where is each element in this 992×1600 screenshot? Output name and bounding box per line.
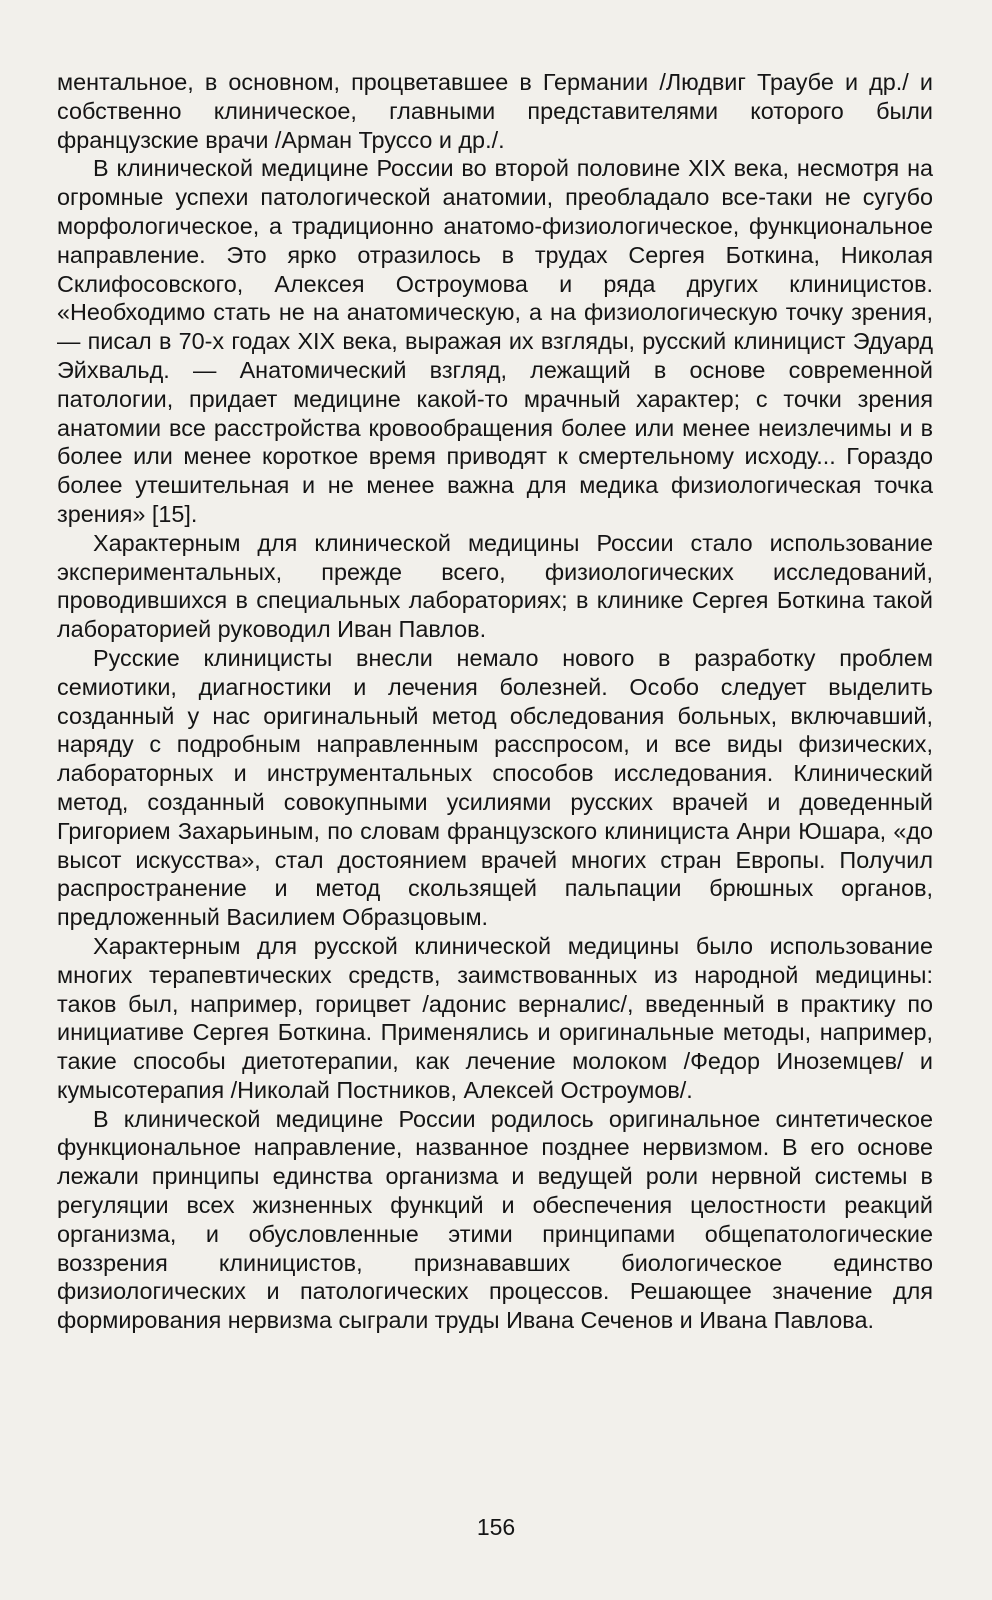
paragraph-continued: ментальное, в основном, процветавшее в Германии /Людвиг Траубе и др./ и собственно клиническое, главными представителями которого были французские врачи /Арман Труссо и др./. (57, 69, 933, 153)
paragraph: Русские клиницисты внесли немало нового в разработку проблем семиотики, диагностики и лечения болезней. Особо следует выделить созданный у нас оригинальный метод обследования больных, включавший, наряду с подробным направленным расспросом, и все виды физических, лабораторных и инструментальных способов исследования. Клинический метод, созданный совокупными усилиями русских врачей и доведенный Григорием Захарьиным, по словам французского клинициста Анри Юшара, «до высот искусства», стал достоянием врачей многих стран Европы. Получил распространение и метод скользящей пальпации брюшных органов, предложенный Василием Образцовым. (57, 644, 933, 931)
paragraph: Характерным для русской клинической медицины было использование многих терапевтических средств, заимствованных из народной медицины: таков был, например, горицвет /адонис верналис/, введенный в практику по инициативе Сергея Боткина. Применялись и оригинальные методы, например, такие способы диетотерапии, как лечение молоком /Федор Иноземцев/ и кумысотерапия /Николай Постников, Алексей Остроумов/. (57, 932, 933, 1103)
body-text (57, 68, 933, 1335)
paragraph: В клинической медицине России родилось оригинальное синтетическое функциональное направление, названное позднее нервизмом. В его основе лежали принципы единства организма и ведущей роли нервной системы в регуляции всех жизненных функций и обеспечения целостности реакций организма, и обусловленные этими принципами общепатологические воззрения клиницистов, признававших биологическое единство физиологических и патологических процессов. Решающее значение для формирования нервизма сыграли труды Ивана Сеченов и Ивана Павлова. (57, 1105, 933, 1334)
page-number: 156 (476, 1514, 516, 1540)
paragraph: В клинической медицине России во второй половине XIX века, несмотря на огромные успехи патологической анатомии, преобладало все-таки не сугубо морфологическое, а традиционно анатомо-физиологическое, функциональное направление. Это ярко отразилось в трудах Сергея Боткина, Николая Склифосовского, Алексея Остроумова и ряда других клиницистов. «Необходимо стать не на анатомическую, а на физиологическую точку зрения, — писал в 70-х годах XIX века, выражая их взгляды, русский клиницист Эдуард Эйхвальд. — Анатомический взгляд, лежащий в основе современной патологии, придает медицине какой-то мрачный характер; с точки зрения анатомии все расстройства кровообращения более или менее неизлечимы и в более или менее короткое время приводят к смертельному исходу... Гораздо более утешительная и не менее важна для медика физиологическая точка зрения» [15]. (57, 155, 933, 527)
paragraph: Характерным для клинической медицины России стало использование экспериментальных, прежде всего, физиологических исследований, проводившихся в специальных лабораториях; в клинике Сергея Боткина такой лабораторией руководил Иван Павлов. (57, 529, 933, 643)
